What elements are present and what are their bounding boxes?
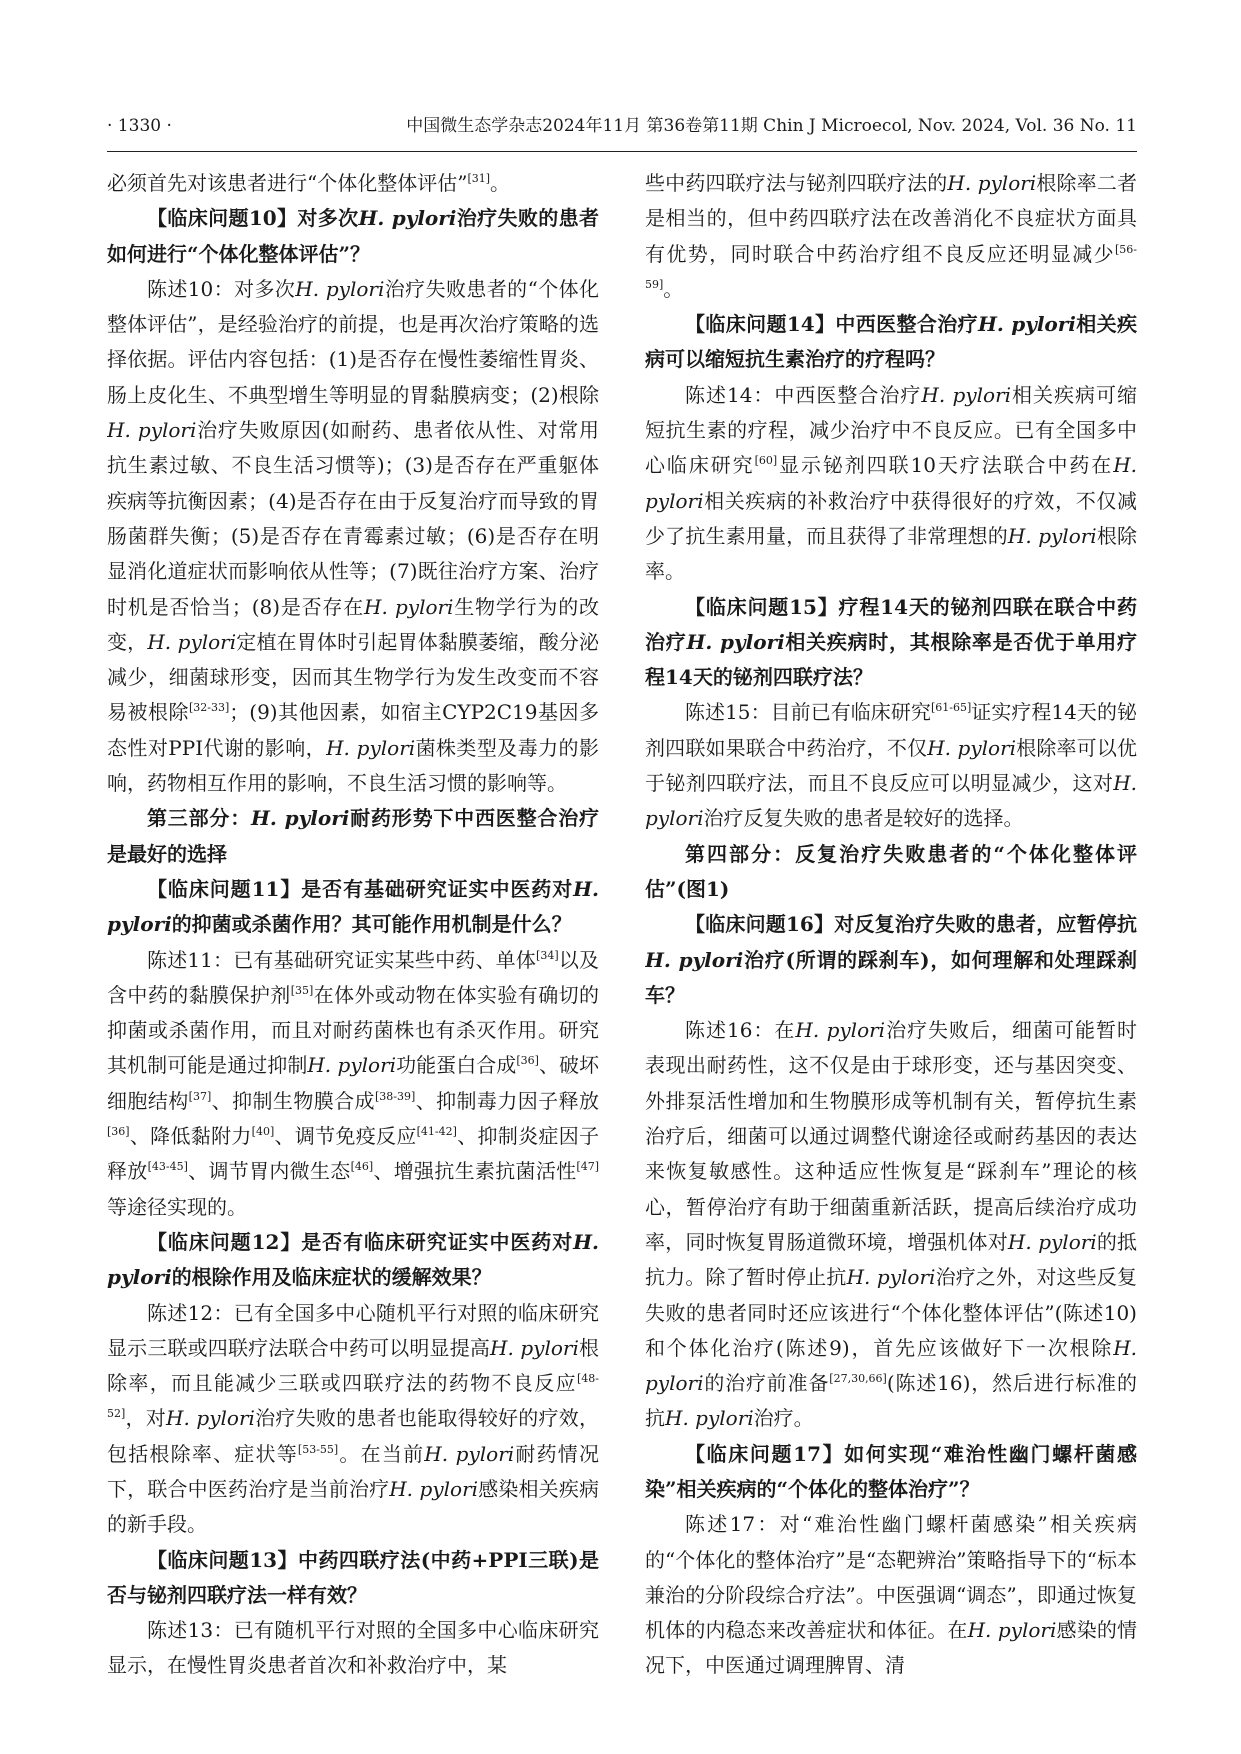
citation-ref: [32-33] — [188, 701, 230, 715]
statement-11: 陈述11：已有基础研究证实某些中药、单体[34]以及含中药的黏膜保护剂[35]在体外或动物在体实验有确切的抑菌或杀菌作用，而且对耐药菌株也有杀灭作用。研究其机制可能是通过抑制H. pylori功能蛋白合成[36]、破坏细胞结构[37]、抑制生物膜合成[38-39]、抑制毒力因子释放[36]、降低黏附力[40]、调节免疫反应[41-42]、抑制炎症因子释放[43-45]、调节胃内微生态[46]、增强抗生素抗菌活性[47]等途径实现的。 — [107, 947, 599, 1219]
statement-16: 陈述16：在H. pylori治疗失败后，细菌可能暂时表现出耐药性，这不仅是由于球形变，还与基因突变、外排泵活性增加和生物膜形成等机制有关，暂停抗生素治疗后，细菌可以通过调整代谢途径或耐药基因的表达来恢复敏感性。这种适应性恢复是“踩刹车”理论的核心，暂停治疗有助于细菌重新活跃，提高后续治疗成功率，同时恢复胃肠道微环境，增强机体对H. pylori的抵抗力。除了暂时停止抗H. pylori治疗之外，对这些反复失败的患者同时还应该进行“个体化整体评估”(陈述10)和个体化治疗(陈述9)，首先应该做好下一次根除H. pylori的治疗前准备[27,30,66](陈述16)，然后进行标准的抗H. pylori治疗。 — [645, 1018, 1137, 1431]
section-heading-part-4: 第四部分：反复治疗失败患者的“个体化整体评估”(图1) — [645, 841, 1137, 901]
running-header — [107, 112, 1137, 140]
journal-citation: 中国微生态学杂志2024年11月 第36卷第11期 Chin J Microecol, Nov. 2024, Vol. 36 No. 11 — [406, 116, 1137, 136]
clinical-question-14: 【临床问题14】中西医整合治疗H. pylori相关疾病可以缩短抗生素治疗的疗程吗？ — [645, 312, 1137, 372]
clinical-question-16: 【临床问题16】对反复治疗失败的患者，应暂停抗H. pylori治疗(所谓的踩刹车)，如何理解和处理踩刹车？ — [645, 912, 1137, 1007]
continued-paragraph: 些中药四联疗法与铋剂四联疗法的H. pylori根除率二者是相当的，但中药四联疗法在改善消化不良症状方面具有优势，同时联合中药治疗组不良反应还明显减少[56-59]。 — [645, 171, 1137, 301]
continued-paragraph: 必须首先对该患者进行“个体化整体评估”[31]。 — [107, 171, 511, 195]
clinical-question-10: 【临床问题10】对多次H. pylori治疗失败的患者如何进行“个体化整体评估”？ — [107, 206, 599, 266]
clinical-question-12: 【临床问题12】是否有临床研究证实中医药对H. pylori的根除作用及临床症状的缓解效果？ — [107, 1229, 599, 1290]
clinical-question-11: 【临床问题11】是否有基础研究证实中医药对H. pylori的抑菌或杀菌作用？其可能作用机制是什么？ — [107, 876, 599, 937]
statement-14: 陈述14：中西医整合治疗H. pylori相关疾病可缩短抗生素的疗程，减少治疗中不良反应。已有全国多中心临床研究[60]显示铋剂四联10天疗法联合中药在H. pylori相关疾病的补救治疗中获得很好的疗效，不仅减少了抗生素用量，而且获得了非常理想的H. pylori根除率。 — [645, 382, 1137, 584]
left-column — [107, 166, 599, 1726]
statement-13: 陈述13：已有随机平行对照的全国多中心临床研究显示，在慢性胃炎患者首次和补救治疗中，某 — [107, 1618, 599, 1678]
citation-ref: [31] — [467, 172, 491, 185]
right-column — [645, 166, 1137, 1726]
statement-10: 陈述10：对多次H. pylori治疗失败患者的“个体化整体评估”，是经验治疗的前提，也是再次治疗策略的选择依据。评估内容包括：(1)是否存在慢性萎缩性胃炎、肠上皮化生、不典型增生等明显的胃黏膜病变；(2)根除H. pylori治疗失败原因(如耐药、患者依从性、对常用抗生素过敏、不良生活习惯等)；(3)是否存在严重躯体疾病等抗衡因素；(4)是否存在由于反复治疗而导致的胃肠菌群失衡；(5)是否存在青霉素过敏；(6)是否存在明显消化道症状而影响依从性等；(7)既往治疗方案、治疗时机是否恰当；(8)是否存在H. pylori生物学行为的改变，H. pylori定植在胃体时引起胃体黏膜萎缩，酸分泌减少，细菌球形变，因而其生物学行为发生改变而不容易被根除[32-33]；(9)其他因素，如宿主CYP2C19基因多态性对PPI代谢的影响，H. pylori菌株类型及毒力的影响，药物相互作用的影响，不良生活习惯的影响等。 — [107, 276, 599, 796]
clinical-question-13: 【临床问题13】中药四联疗法(中药+PPI三联)是否与铋剂四联疗法一样有效？ — [107, 1547, 599, 1607]
section-heading-part-3: 第三部分：H. pylori耐药形势下中西医整合治疗是最好的选择 — [107, 806, 599, 866]
statement-17: 陈述17：对“难治性幽门螺杆菌感染”相关疾病的“个体化的整体治疗”是“态靶辨治”策略指导下的“标本兼治的分阶段综合疗法”。中医强调“调态”，即通过恢复机体的内稳态来改善症状和体征。在H. pylori感染的情况下，中医通过调理脾胃、清 — [645, 1512, 1137, 1678]
page-number: · 1330 · — [107, 116, 172, 136]
clinical-question-17: 【临床问题17】如何实现“难治性幽门螺杆菌感染”相关疾病的“个体化的整体治疗”？ — [645, 1441, 1137, 1501]
clinical-question-15: 【临床问题15】疗程14天的铋剂四联在联合中药治疗H. pylori相关疾病时，其根除率是否优于单用疗程14天的铋剂四联疗法？ — [645, 594, 1137, 690]
statement-15: 陈述15：目前已有临床研究[61-65]证实疗程14天的铋剂四联如果联合中药治疗，不仅H. pylori根除率可以优于铋剂四联疗法，而且不良反应可以明显减少，这对H. pylori治疗反复失败的患者是较好的选择。 — [645, 700, 1137, 831]
statement-12: 陈述12：已有全国多中心随机平行对照的临床研究显示三联或四联疗法联合中药可以明显提高H. pylori根除率，而且能减少三联或四联疗法的药物不良反应[48-52]，对H. pylori治疗失败的患者也能取得较好的疗效，包括根除率、症状等[53-55]。在当前H. pylori耐药情况下，联合中医药治疗是当前治疗H. pylori感染相关疾病的新手段。 — [107, 1300, 599, 1537]
header-rule — [107, 151, 1137, 152]
